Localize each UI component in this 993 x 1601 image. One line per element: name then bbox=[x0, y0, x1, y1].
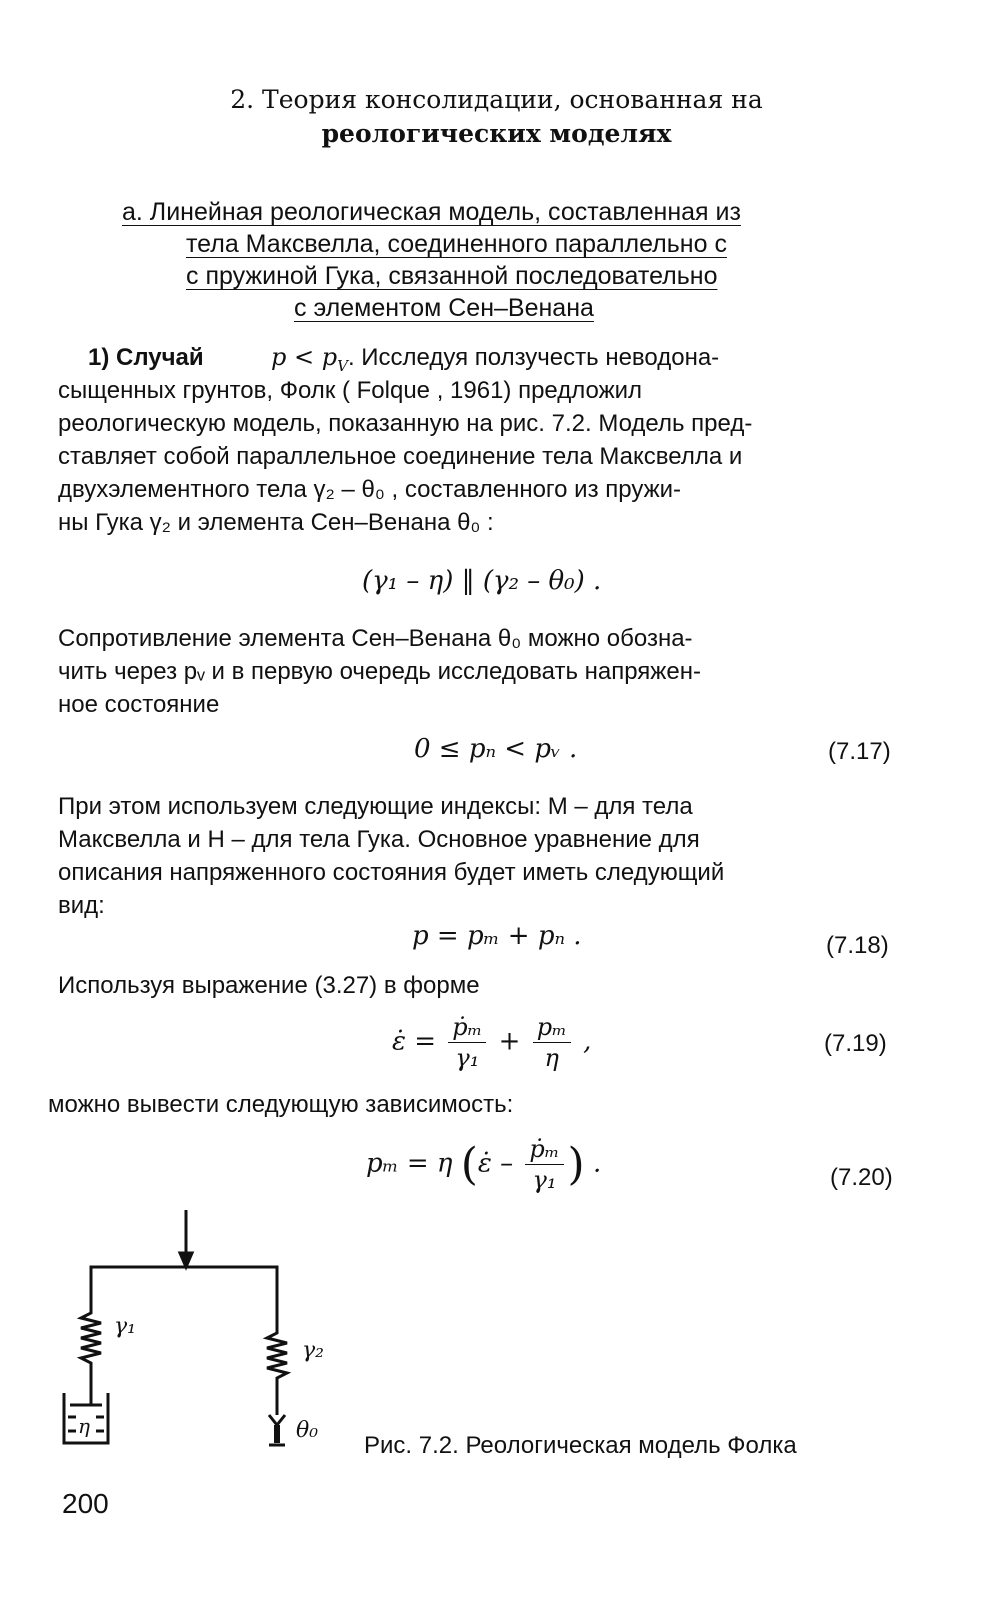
load-arrow-head bbox=[180, 1253, 192, 1267]
paragraph1-line3: реологическую модель, показанную на рис. 7.2. Модель пред- bbox=[58, 410, 753, 437]
section-title-line2: реологических моделях bbox=[321, 119, 672, 148]
equation-7-18: p = pₘ + pₙ . bbox=[412, 921, 582, 951]
paragraph2-line2: чить через pᵥ и в первую очередь исследовать напряжен- bbox=[58, 658, 701, 685]
subsection-title-line3: с пружиной Гука, связанной последовательно bbox=[186, 262, 718, 290]
paragraph3-line1: При этом используем следующие индексы: М – для тела bbox=[58, 793, 693, 820]
paragraph4: Используя выражение (3.27) в форме bbox=[58, 972, 480, 999]
subsection-title-line1: а. Линейная реологическая модель, составленная из bbox=[122, 198, 741, 226]
paragraph2-line3: ное состояние bbox=[58, 691, 220, 718]
label-eta: η bbox=[78, 1414, 90, 1438]
equation-7-17: 0 ≤ pₙ < pᵥ . bbox=[414, 734, 578, 764]
paragraph1-line5: двухэлементного тела γ₂ – θ₀ , составленного из пружи- bbox=[58, 476, 682, 503]
paragraph1-line4: ставляет собой параллельное соединение тела Максвелла и bbox=[58, 443, 743, 470]
figure-caption: Рис. 7.2. Реологическая модель Фолка bbox=[364, 1432, 797, 1459]
paragraph2-line1: Сопротивление элемента Сен–Венана θ₀ можно обозна- bbox=[58, 625, 693, 652]
equation-7-20: pₘ = η (ε̇ – $\frac{\text{ṗₘ}}{\text{γ₁}}$ ) . bbox=[366, 1135, 602, 1194]
fraction-3: $\frac{\text{ṗₘ}}{\text{γ₁}}$ bbox=[525, 1134, 563, 1195]
case-condition: $p < p_V$ bbox=[271, 343, 348, 375]
paragraph3-line2: Максвелла и Н – для тела Гука. Основное уравнение для bbox=[58, 826, 700, 853]
fraction-1: $\frac{\text{ṗₘ}}{\text{γ₁}}$ bbox=[448, 1012, 486, 1073]
equation-number-7-17: (7.17) bbox=[828, 738, 891, 765]
fraction-2: $\frac{\text{pₘ}}{\eta}$ bbox=[533, 1012, 571, 1073]
paragraph3-line3: описания напряженного состояния будет иметь следующий bbox=[58, 859, 725, 886]
rheological-model-figure bbox=[40, 1205, 360, 1465]
paragraph1-line6: ны Гука γ₂ и элемента Сен–Венана θ₀ : bbox=[58, 509, 494, 536]
spring-gamma1 bbox=[81, 1305, 101, 1385]
equation-number-7-20: (7.20) bbox=[830, 1164, 893, 1191]
label-gamma2: γ₂ bbox=[302, 1338, 324, 1363]
spring-gamma2 bbox=[267, 1325, 287, 1415]
subsection-title-line2: тела Максвелла, соединенного параллельно с bbox=[186, 230, 727, 258]
subsection-title-line4: с элементом Сен–Венана bbox=[294, 294, 594, 322]
paragraph1-line1-rest: . Исследуя ползучесть неводона- bbox=[347, 344, 720, 371]
paragraph5: можно вывести следующую зависимость: bbox=[48, 1091, 514, 1118]
st-venant-top bbox=[269, 1415, 285, 1425]
equation-7-19: ε̇ = $\frac{\text{ṗₘ}}{\text{γ₁}}$ + $\frac{\text{pₘ}}{\eta}$ , bbox=[392, 1013, 592, 1072]
equation-number-7-19: (7.19) bbox=[824, 1030, 887, 1057]
label-theta0: θ₀ bbox=[296, 1418, 319, 1443]
equation-number-7-18: (7.18) bbox=[826, 932, 889, 959]
page-number: 200 bbox=[62, 1488, 109, 1519]
section-title-line1: 2. Теория консолидации, основанная на bbox=[230, 85, 763, 114]
paragraph3-line4: вид: bbox=[58, 892, 105, 919]
paragraph1-line2: сыщенных грунтов, Фолк ( Folque , 1961) предложил bbox=[58, 377, 643, 404]
case-label: 1) Случай bbox=[88, 344, 204, 371]
equation-model: (γ₁ – η) ‖ (γ₂ – θ₀) . bbox=[362, 566, 602, 596]
label-gamma1: γ₁ bbox=[114, 1314, 136, 1339]
